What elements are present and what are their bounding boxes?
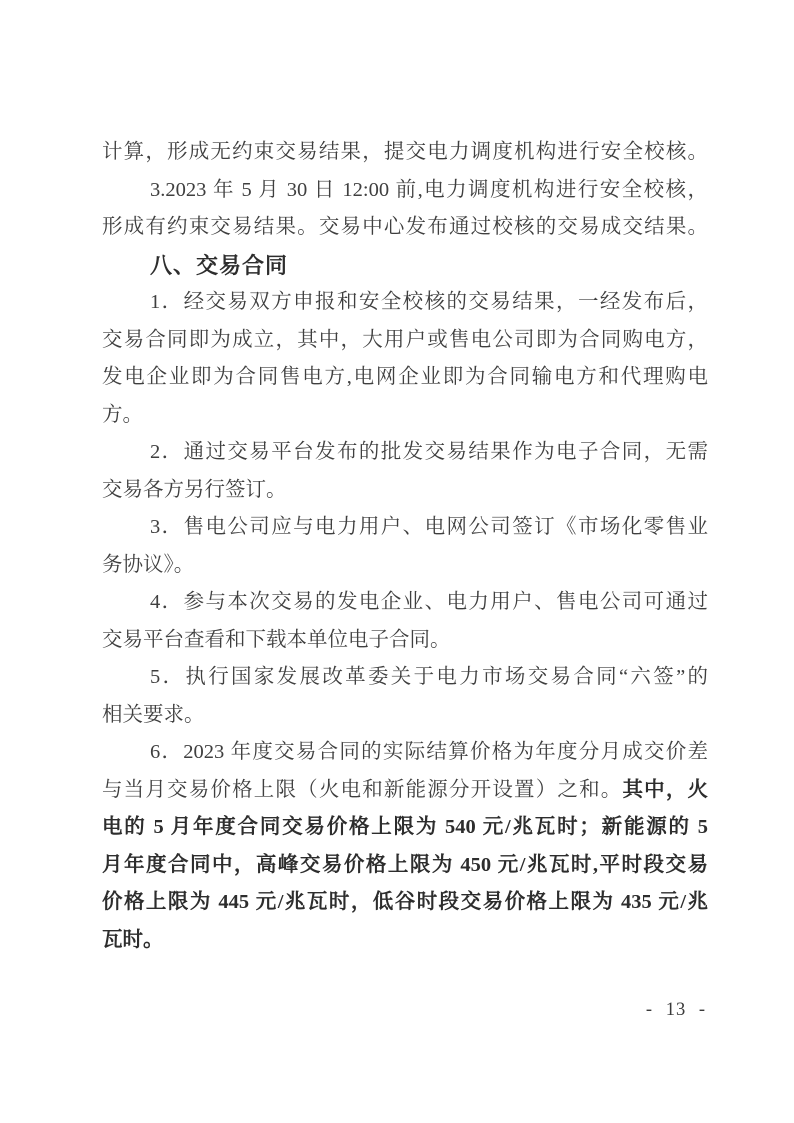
text-line [102,434,708,472]
text-line [102,809,708,847]
text-line [102,209,708,247]
document-body [102,134,708,959]
text-run: 交易合同即为成立，其中，大用户或售电公司即为合同购电方， [102,328,708,351]
text-line [102,697,708,735]
text-run: 瓦时。 [102,928,164,951]
text-run: 交易平台查看和下载本单位电子合同。 [102,628,451,651]
text-run: 相关要求。 [102,703,205,726]
text-run: 5．执行国家发展改革委关于电力市场交易合同“六签”的 [150,666,708,688]
page-number: - 13 - [645,1000,706,1020]
text-line [102,734,708,772]
text-line [102,884,708,922]
text-line [102,359,708,397]
text-line [102,847,708,885]
text-run: 电的 5 月年度合同交易价格上限为 540 元/兆瓦时；新能源的 5 [102,816,708,838]
text-run: 6．2023 年度交易合同的实际结算价格为年度分月成交价差 [150,741,708,763]
paragraph [102,734,708,959]
paragraph [102,584,708,659]
text-line [102,322,708,360]
text-line [102,472,708,510]
paragraph [102,284,708,434]
text-run: 八、交易合同 [150,252,289,278]
text-line [102,547,708,585]
text-run: 3．售电公司应与电力用户、电网公司签订《市场化零售业 [150,516,708,538]
text-run: 2．通过交易平台发布的批发交易结果作为电子合同，无需 [150,441,708,463]
text-line [102,172,708,210]
text-run: 月年度合同中，高峰交易价格上限为 450 元/兆瓦时,平时段交易 [102,853,708,876]
text-run: 3.2023 年 5 月 30 日 12:00 前,电力调度机构进行安全校核， [150,178,708,201]
text-run: 与当月交易价格上限（火电和新能源分开设置）之和。 [102,778,623,801]
text-run: 交易各方另行签订。 [102,478,287,501]
text-line [102,772,708,810]
text-line [102,284,708,322]
text-run: 方。 [102,403,143,426]
paragraph [102,172,708,247]
paragraph [102,509,708,584]
text-line [102,397,708,435]
text-line [102,622,708,660]
text-run: 发电企业即为合同售电方,电网企业即为合同输电方和代理购电 [102,366,708,388]
text-run: 价格上限为 445 元/兆瓦时，低谷时段交易价格上限为 435 元/兆 [102,891,708,913]
section-heading [102,247,708,285]
text-line [102,922,708,960]
paragraph [102,659,708,734]
text-line [102,247,708,285]
text-line [102,509,708,547]
text-run: 4．参与本次交易的发电企业、电力用户、售电公司可通过 [150,591,708,613]
text-line [102,659,708,697]
text-run: 1．经交易双方申报和安全校核的交易结果，一经发布后， [150,291,708,313]
text-run: 务协议》。 [102,553,195,576]
text-line [102,584,708,622]
text-run: 形成有约束交易结果。交易中心发布通过校核的交易成交结果。 [102,216,708,238]
paragraph [102,134,708,172]
text-run: 其中，火 [622,778,708,801]
text-line [102,134,708,172]
text-run: 计算，形成无约束交易结果，提交电力调度机构进行安全校核。 [102,141,708,163]
paragraph [102,434,708,509]
